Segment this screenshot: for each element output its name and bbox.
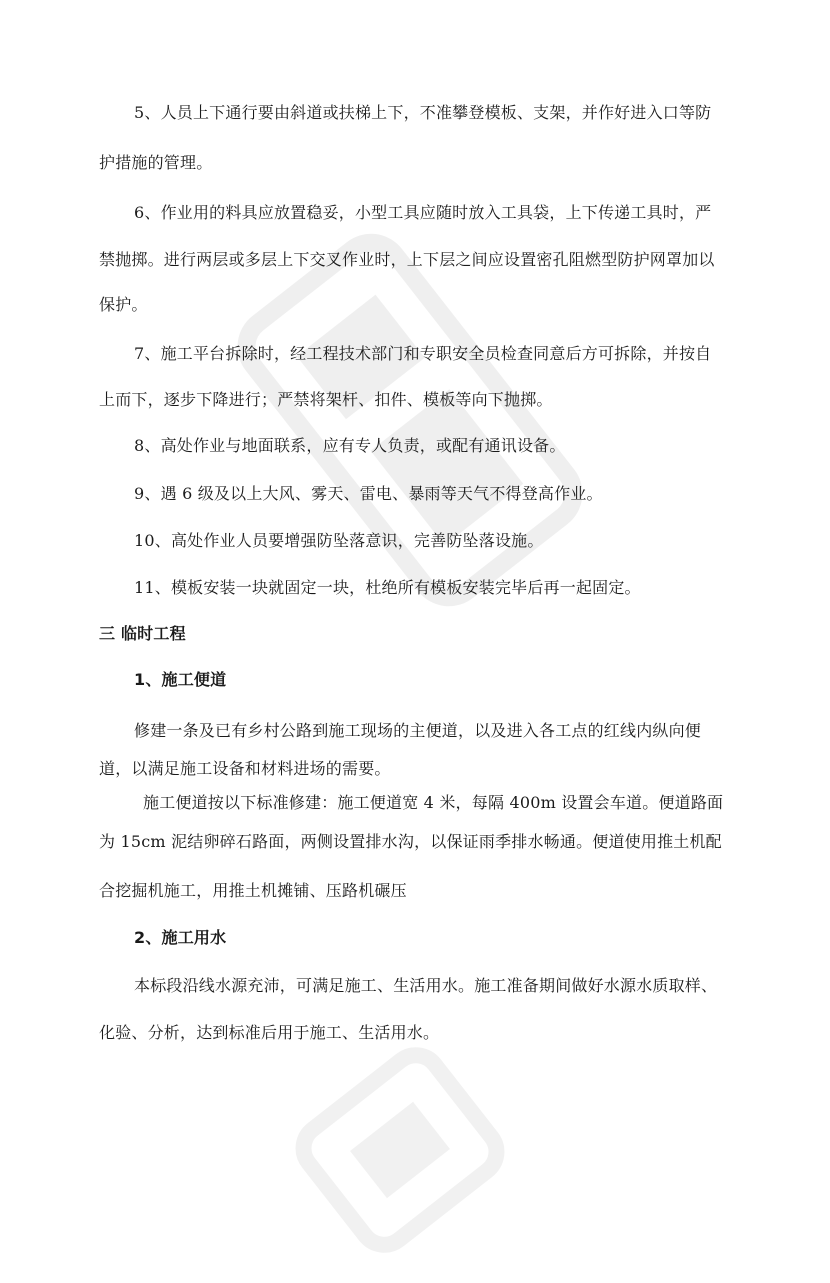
paragraph-line: 道，以满足施工设备和材料进场的需要。: [99, 759, 391, 778]
paragraph-line: 9、遇 6 级及以上大风、雾天、雷电、暴雨等天气不得登高作业。: [134, 484, 603, 503]
paragraph-line: 7、施工平台拆除时，经工程技术部门和专职安全员检查同意后方可拆除，并按自: [134, 344, 712, 363]
watermark-graphic-bottom: [266, 1018, 534, 1283]
paragraph-line: 6、作业用的料具应放置稳妥，小型工具应随时放入工具袋，上下传递工具时，严: [134, 203, 712, 222]
subsection-heading: 1、施工便道: [134, 670, 227, 689]
paragraph-line: 8、高处作业与地面联系，应有专人负责，或配有通讯设备。: [134, 436, 566, 455]
paragraph-line: 为 15cm 泥结卵碎石路面，两侧设置排水沟，以保证雨季排水畅通。便道使用推土机配: [99, 832, 722, 851]
paragraph-line: 修建一条及已有乡村公路到施工现场的主便道，以及进入各工点的红线内纵向便: [134, 721, 702, 740]
paragraph-line: 护措施的管理。: [99, 153, 213, 172]
paragraph-line: 5、人员上下通行要由斜道或扶梯上下，不准攀登模板、支架，并作好进入口等防: [134, 103, 712, 122]
paragraph-line: 本标段沿线水源充沛，可满足施工、生活用水。施工准备期间做好水源水质取样、: [134, 976, 718, 995]
paragraph-line: 11、模板安装一块就固定一块，杜绝所有模板安装完毕后再一起固定。: [134, 578, 641, 597]
paragraph-line: 保护。: [99, 295, 148, 314]
paragraph-line: 化验、分析，达到标准后用于施工、生活用水。: [99, 1023, 440, 1042]
paragraph-line: 合挖掘机施工，用推土机摊铺、压路机碾压: [99, 881, 407, 900]
paragraph-line: 10、高处作业人员要增强防坠落意识，完善防坠落设施。: [134, 531, 544, 550]
paragraph-line: 上而下，逐步下降进行；严禁将架杆、扣件、模板等向下抛掷。: [99, 390, 553, 409]
paragraph-line: 施工便道按以下标准修建：施工便道宽 4 米，每隔 400m 设置会车道。便道路面: [143, 793, 724, 812]
section-heading: 三 临时工程: [99, 624, 186, 643]
subsection-heading: 2、施工用水: [134, 928, 227, 947]
paragraph-line: 禁抛掷。进行两层或多层上下交叉作业时，上下层之间应设置密孔阻燃型防护网罩加以: [99, 250, 715, 269]
